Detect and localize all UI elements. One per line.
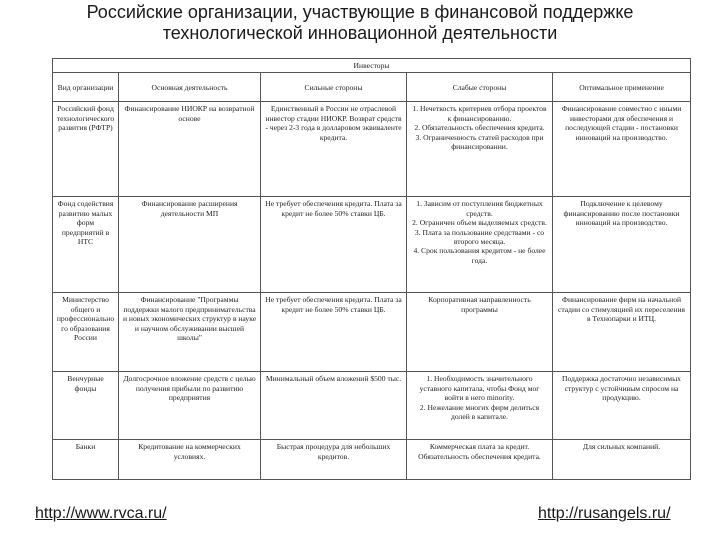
cell-weaknesses xyxy=(407,197,553,293)
cell-activity: Финансирование расширения деятельности МП xyxy=(119,197,261,293)
weakness-item: 1. Необходимость значительного уставного капитала, чтобы Фонд мог войти в него minority. xyxy=(419,374,540,403)
page-title-line-1: Российские организации, участвующие в финансовой поддержке xyxy=(86,2,634,22)
table-row xyxy=(53,293,691,372)
cell-weaknesses xyxy=(407,372,553,440)
cell-strengths: Не требует обеспечения кредита. Плата за кредит не более 50% ставки ЦБ. xyxy=(261,197,407,293)
weakness-item: 1. Нечеткость критериев отбора проектов к финансированию. xyxy=(412,104,547,123)
cell-optimal: Финансирование совместно с иными инвесторами для обеспечения и последующей стадии - постановки инноваций на производство. xyxy=(553,102,691,197)
weakness-item: 2. Ограничен объем выделяемых средств. xyxy=(412,218,547,228)
column-header-optimal-use: Оптимальное применение xyxy=(553,73,691,102)
cell-activity: Долгосрочное вложение средств с целью получения прибыли по развитию предприятия xyxy=(119,372,261,440)
cell-strengths: Не требует обеспечения кредита. Плата за кредит не более 50% ставки ЦБ. xyxy=(261,293,407,372)
cell-optimal: Подключение к целевому финансированию после постановки инноваций на производство. xyxy=(553,197,691,293)
cell-strengths: Минимальный объем вложений $500 тыс. xyxy=(261,372,407,440)
column-header-strengths: Сильные стороны xyxy=(261,73,407,102)
rusangels-link[interactable]: http://rusangels.ru/ xyxy=(538,505,671,522)
cell-activity: Финансирование "Программы поддержки малого предпринимательства и новых экономических структур в науке и научном обслуживании высшей школы" xyxy=(119,293,261,372)
cell-strengths: Единственный в России не отраслевой инвестор стадии НИОКР. Возврат средств - через 2-3 года в долларовом эквиваленте кредита. xyxy=(261,102,407,197)
rvca-link[interactable]: http://www.rvca.ru/ xyxy=(35,505,167,522)
cell-strengths: Быстрая процедура для небольших кредитов. xyxy=(261,440,407,480)
group-header: Инвесторы xyxy=(53,59,691,73)
cell-activity: Финансирование НИОКР на возвратной основе xyxy=(119,102,261,197)
cell-org: Венчурные фонды xyxy=(53,372,119,440)
table-row xyxy=(53,372,691,440)
cell-org: Министерство общего и профессионального образования России xyxy=(53,293,119,372)
cell-optimal: Поддержка достаточно независимых структур с устойчивым спросом на продукцию. xyxy=(553,372,691,440)
weakness-item: 1. Зависим от поступления бюджетных средств. xyxy=(416,199,543,218)
weakness-item: 3. Плата за пользование средствами - со второго месяца. xyxy=(414,227,545,247)
weakness-item: 2. Обязательность обеспечения кредита. xyxy=(414,123,545,133)
weakness-item: Коммерческая плата за кредит. Обязательность обеспечения кредита. xyxy=(418,442,541,461)
cell-org: Банки xyxy=(53,440,119,480)
cell-weaknesses xyxy=(407,102,553,197)
column-header-weaknesses: Слабые стороны xyxy=(407,73,553,102)
cell-activity: Кредитование на коммерческих условиях. xyxy=(119,440,261,480)
cell-weaknesses xyxy=(407,440,553,480)
table-row xyxy=(53,102,691,197)
cell-org: Российский фонд технологического развития (РФТР) xyxy=(53,102,119,197)
weakness-item: 4. Срок пользования кредитом - не более года. xyxy=(413,246,546,265)
column-header-activity: Основная деятельность xyxy=(119,73,261,102)
column-header-org-type: Вид организации xyxy=(53,73,119,102)
weakness-item: 3. Ограниченность статей расходов при финансировании. xyxy=(415,132,544,152)
weakness-item: 2. Нежелание многих фирм делиться долей в капитале. xyxy=(419,402,540,422)
cell-org: Фонд содействия развитию малых форм предприятий в НТС xyxy=(53,197,119,293)
table-row xyxy=(53,440,691,480)
cell-weaknesses xyxy=(407,293,553,372)
table-row xyxy=(53,197,691,293)
investors-table xyxy=(52,58,691,480)
weakness-item: Корпоративная направленность программы xyxy=(428,295,531,314)
page-title-line-2: технологической инновационной деятельности xyxy=(162,23,558,43)
page-title xyxy=(20,2,700,44)
cell-optimal: Для сильных компаний. xyxy=(553,440,691,480)
cell-optimal: Финансирование фирм на начальной стадии со стимуляцией их переселения в Технопарки и ИТЦ. xyxy=(553,293,691,372)
